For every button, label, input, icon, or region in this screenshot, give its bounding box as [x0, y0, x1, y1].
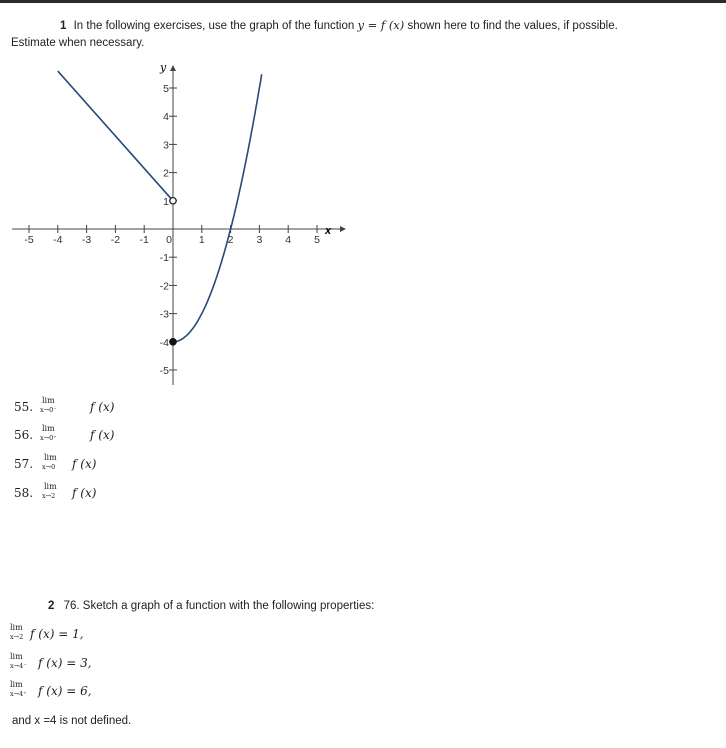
limit-subscript: x→0⁻ — [40, 406, 57, 414]
limit-operator: lim — [42, 424, 55, 433]
y-tick-label: 4 — [163, 111, 169, 124]
x-axis-label: x — [325, 225, 332, 237]
x-tick-label: 2 — [227, 234, 234, 246]
x-tick-label: 1 — [198, 234, 205, 246]
limit-operator: lim — [10, 680, 23, 689]
limit-function: f (x) — [72, 486, 97, 500]
y-axis-arrow — [170, 65, 176, 71]
y-tick-label: -2 — [159, 280, 169, 293]
question-1-text-end: shown here to find the values, if possible. — [407, 20, 618, 32]
limit-function: f (x) — [72, 457, 97, 471]
x-tick-labels — [24, 225, 320, 246]
x-tick-label: 5 — [314, 234, 320, 246]
closed-circle-point — [169, 338, 177, 346]
limit-statement: f (x) = 3, — [38, 656, 92, 670]
x-tick-label: 3 — [256, 234, 263, 246]
question-2-text: 76. Sketch a graph of a function with the following properties: — [63, 600, 375, 612]
x-tick-label: -3 — [81, 234, 92, 246]
exercise-number: 56. — [14, 428, 34, 442]
x-tick-label: -5 — [24, 234, 34, 246]
open-circle-point — [170, 198, 176, 204]
graph-axes — [12, 65, 346, 385]
x-tick-label: 0 — [166, 234, 172, 246]
limit-operator: lim — [42, 396, 55, 405]
x-tick-label: -2 — [110, 234, 121, 246]
y-tick-label: 3 — [163, 139, 169, 152]
limit-subscript: x→4⁺ — [10, 690, 27, 698]
limit-operator: lim — [10, 623, 23, 632]
y-tick-label: 1 — [163, 195, 169, 208]
limit-operator: lim — [10, 652, 23, 661]
x-tick-label: -4 — [53, 234, 63, 246]
final-condition: and x =4 is not defined. — [12, 715, 132, 727]
top-border — [0, 0, 726, 3]
exercise-number: 57. — [14, 457, 34, 471]
question-2 — [48, 600, 374, 612]
question-2-number: 2 — [48, 600, 55, 612]
y-tick-label: -1 — [159, 252, 169, 265]
limit-statement: f (x) = 6, — [38, 684, 92, 698]
limit-function: f (x) — [90, 400, 115, 414]
function-graph — [0, 55, 360, 385]
x-tick-label: -1 — [139, 234, 149, 246]
y-tick-labels — [160, 83, 177, 377]
question-1-number: 1 — [60, 20, 67, 32]
graph-left-branch — [58, 71, 173, 201]
limit-subscript: x→0⁺ — [40, 434, 57, 442]
y-tick-label: 5 — [163, 83, 169, 95]
limit-operator: lim — [44, 482, 57, 491]
y-tick-label: 2 — [163, 167, 169, 180]
y-tick-label: -3 — [159, 308, 169, 321]
y-tick-label: -5 — [159, 365, 169, 377]
limit-operator: lim — [44, 453, 57, 462]
limit-subscript: x→2 — [10, 633, 24, 641]
x-tick-label: 4 — [285, 234, 292, 246]
limit-function: f (x) — [90, 428, 115, 442]
question-1-line-1 — [60, 18, 618, 32]
question-1-text: In the following exercises, use the graph of the function — [73, 20, 355, 32]
limit-subscript: x→4⁻ — [10, 662, 27, 670]
exercise-number: 55. — [14, 400, 34, 414]
graph-right-branch — [173, 74, 262, 342]
x-axis-arrow — [340, 226, 346, 232]
exercise-number: 58. — [14, 486, 34, 500]
limit-statement: f (x) = 1, — [30, 627, 84, 641]
question-1-line-2: Estimate when necessary. — [11, 37, 145, 49]
limit-subscript: x→2 — [42, 492, 56, 500]
y-axis-label: y — [160, 61, 167, 74]
limit-subscript: x→0 — [42, 463, 56, 471]
y-tick-label: -4 — [159, 336, 169, 349]
question-1-equation: y = f (x) — [357, 18, 405, 32]
